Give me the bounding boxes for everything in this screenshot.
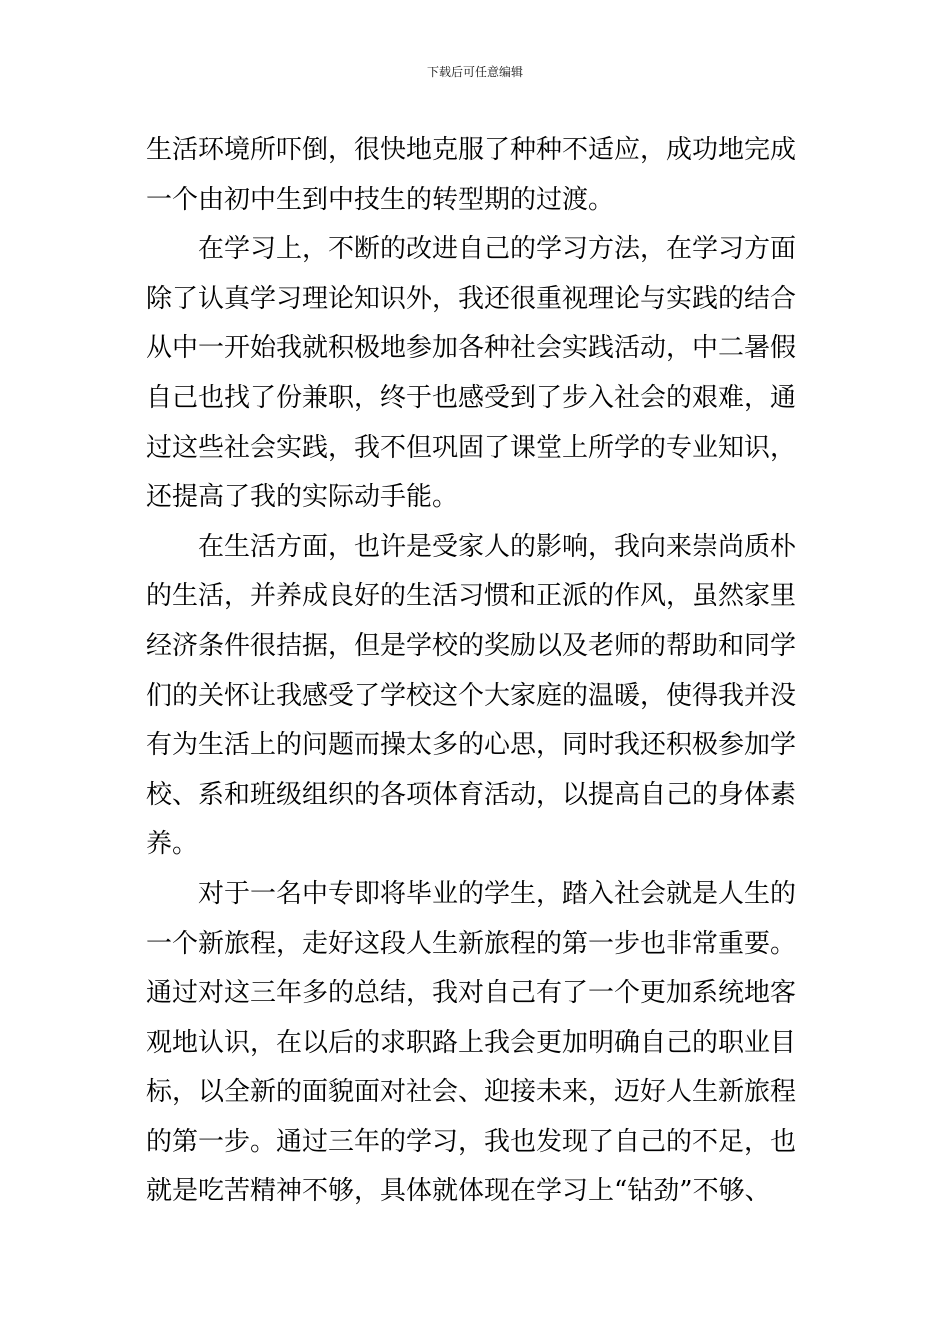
text-line: 过这些社会实践，我不但巩固了课堂上所学的专业知识，	[146, 432, 797, 463]
page-header: 下载后可任意编辑	[426, 65, 523, 79]
text-line: 一个新旅程，走好这段人生新旅程的第一步也非常重要。	[146, 928, 797, 959]
text-line: 自己也找了份兼职，终于也感受到了步入社会的艰难，通	[146, 382, 797, 413]
text-line: 就是吃苦精神不够，具体就体现在学习上“钻劲”不够、	[146, 1176, 771, 1207]
text-line: 一个由初中生到中技生的转型期的过渡。	[146, 184, 615, 215]
paragraph-start-line: 对于一名中专即将毕业的学生，踏入社会就是人生的	[198, 878, 797, 909]
text-line: 校、系和班级组织的各项体育活动，以提高自己的身体素	[146, 779, 797, 810]
text-line: 们的关怀让我感受了学校这个大家庭的温暖，使得我并没	[146, 680, 797, 711]
text-line: 有为生活上的问题而操太多的心思，同时我还积极参加学	[146, 730, 797, 761]
body-text	[146, 126, 806, 1217]
text-line: 标，以全新的面貌面对社会、迎接未来，迈好人生新旅程	[146, 1077, 797, 1108]
text-line: 养。	[146, 829, 199, 860]
text-line: 观地认识，在以后的求职路上我会更加明确自己的职业目	[146, 1027, 797, 1058]
paragraph-start-line: 在生活方面，也许是受家人的影响，我向来崇尚质朴	[198, 531, 797, 562]
text-line: 的第一步。通过三年的学习，我也发现了自己的不足，也	[146, 1126, 797, 1157]
paragraph-start-line: 在学习上，不断的改进自己的学习方法，在学习方面	[198, 234, 797, 265]
text-line: 的生活，并养成良好的生活习惯和正派的作风，虽然家里	[146, 581, 797, 612]
text-line: 生活环境所吓倒，很快地克服了种种不适应，成功地完成	[146, 135, 797, 165]
text-line: 还提高了我的实际动手能。	[146, 482, 459, 513]
text-line: 从中一开始我就积极地参加各种社会实践活动，中二暑假	[146, 333, 797, 364]
text-line: 通过对这三年多的总结，我对自己有了一个更加系统地客	[146, 978, 797, 1009]
text-line: 经济条件很拮据，但是学校的奖励以及老师的帮助和同学	[146, 630, 797, 661]
text-line: 除了认真学习理论知识外，我还很重视理论与实践的结合	[146, 283, 797, 314]
